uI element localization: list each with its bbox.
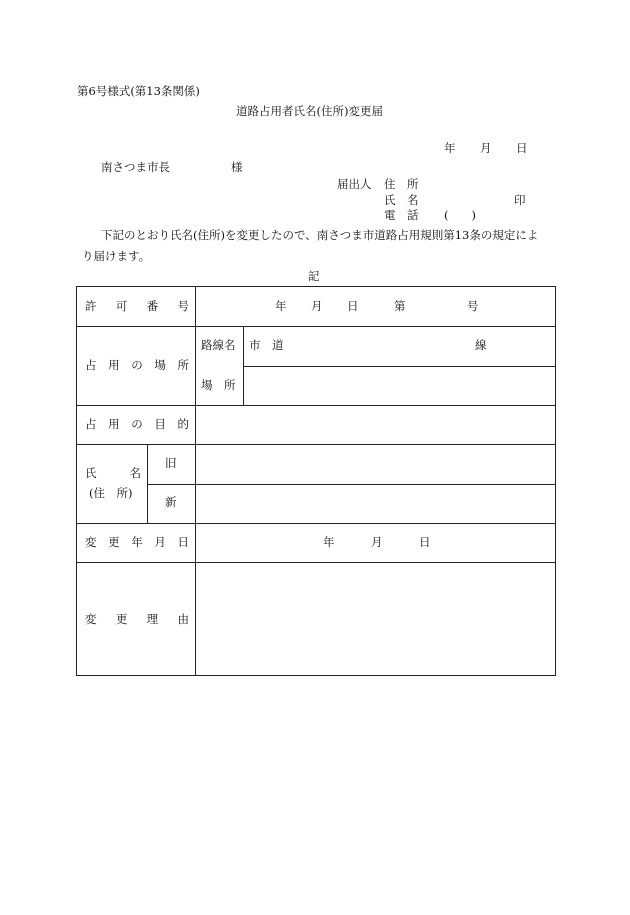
permit-number-label: 許 可 番 号 <box>85 299 189 313</box>
column-divider <box>147 444 148 523</box>
change-reason-label: 変 更 理 由 <box>85 612 189 626</box>
ki-heading: 記 <box>308 269 320 283</box>
applicant-label: 届出人 <box>337 177 372 191</box>
date-year-label: 年 <box>444 141 456 155</box>
permit-go-label: 号 <box>467 299 479 313</box>
route-line-suffix: 線 <box>475 338 487 352</box>
address-paren-label: (住 所) <box>89 486 133 500</box>
date-month-label: 月 <box>480 141 492 155</box>
row-divider <box>77 405 555 406</box>
permit-year-label: 年 <box>275 299 287 313</box>
change-year-label: 年 <box>323 535 335 549</box>
addressee-name: 南さつま市長 <box>101 160 170 174</box>
applicant-phone-parens: ( ) <box>444 208 476 222</box>
place-label: 場 所 <box>201 378 236 392</box>
column-divider <box>195 287 196 675</box>
seal-mark: 印 <box>514 193 526 207</box>
date-day-label: 日 <box>516 141 528 155</box>
addressee-honorific: 様 <box>231 160 243 174</box>
row-divider <box>147 484 555 485</box>
form-number: 第6号様式(第13条関係) <box>77 84 200 98</box>
column-divider <box>243 326 244 405</box>
change-month-label: 月 <box>371 535 383 549</box>
permit-dai-label: 第 <box>394 299 406 313</box>
row-divider <box>77 326 555 327</box>
name-label: 氏 名 <box>85 466 141 480</box>
occupancy-place-label: 占 用 の 場 所 <box>85 358 189 372</box>
old-label: 旧 <box>165 456 177 470</box>
body-text-line2: り届けます。 <box>82 249 151 263</box>
row-divider <box>77 562 555 563</box>
form-title: 道路占用者氏名(住所)変更届 <box>236 104 383 118</box>
applicant-phone-label: 電 話 <box>384 208 419 222</box>
change-date-label: 変 更 年 月 日 <box>85 535 189 549</box>
change-notice-table <box>76 286 556 676</box>
row-divider <box>243 366 555 367</box>
body-text-line1: 下記のとおり氏名(住所)を変更したので、南さつま市道路占用規則第13条の規定によ <box>101 228 539 242</box>
applicant-name-label: 氏 名 <box>384 193 419 207</box>
route-name-label: 路線名 <box>201 338 236 352</box>
row-divider <box>77 523 555 524</box>
permit-day-label: 日 <box>347 299 359 313</box>
row-divider <box>77 444 555 445</box>
change-day-label: 日 <box>419 535 431 549</box>
applicant-address-label: 住 所 <box>384 177 419 191</box>
route-city-road: 市 道 <box>249 338 284 352</box>
purpose-label: 占 用 の 目 的 <box>85 417 189 431</box>
new-label: 新 <box>165 495 177 509</box>
permit-month-label: 月 <box>311 299 323 313</box>
